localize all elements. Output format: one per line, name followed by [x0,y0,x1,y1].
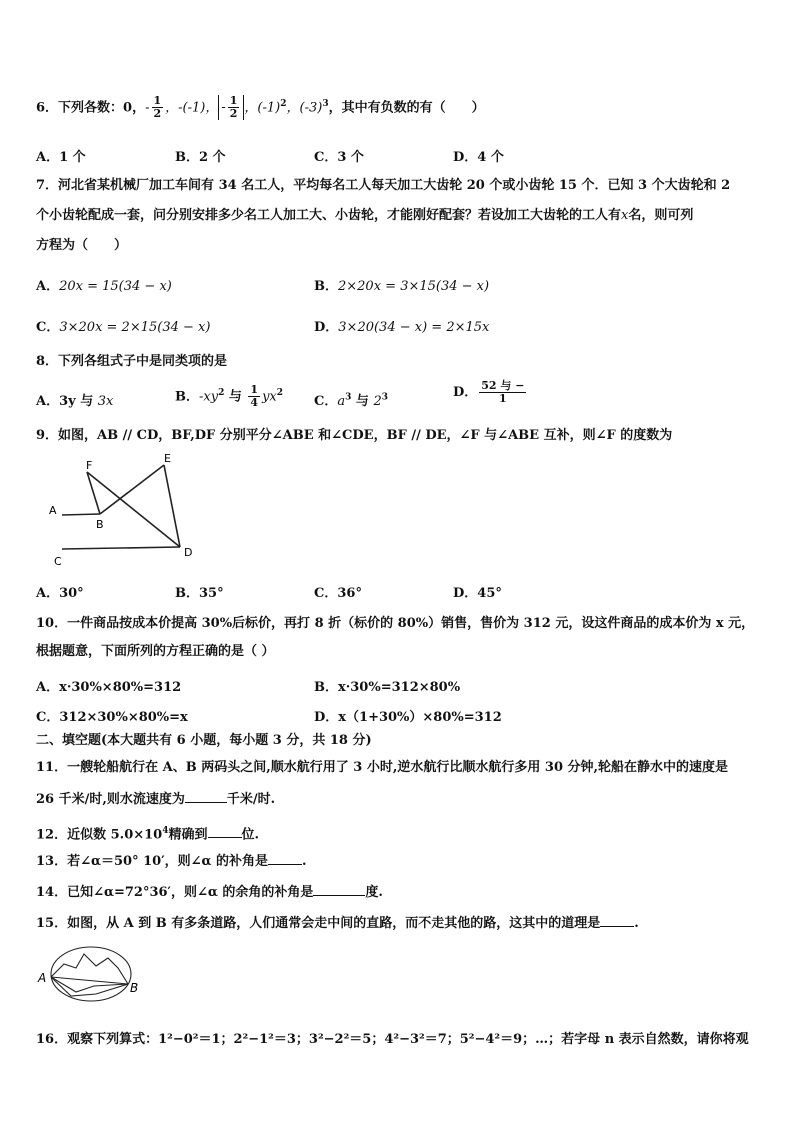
q10-line1: 10．一件商品按成本价提高 30%后标价，再打 8 折（标价的 80%）销售，售价为 312 元，设这件商品的成本价为 x 元， [36,616,755,631]
q6-prefix: 6．下列各数：0， [36,100,146,116]
segment-fd [87,472,180,547]
q15-stem: 15．如图，从 A 到 B 有多条道路，人们通常会走中间的直路，而不走其他的路，这其中的道理是 . [36,916,639,931]
q14: 14．已知∠α=72°36′，则∠α 的余角的补角是 度. [36,885,383,900]
q7-line1: 7．河北省某机械厂加工车间有 34 名工人，平均每名工人每天加工大齿轮 20 个或小齿轮 15 个．已知 3 个大齿轮和 2 [36,178,731,193]
q7-line2: 个小齿轮配成一套，问分别安排多少名工人加工大、小齿轮，才能刚好配套？若设加工大齿轮的工人有x名，则可列 [36,208,694,223]
q6-option-d: D．4 个 [453,150,504,165]
q11-line1: 11．一艘轮船航行在 A、B 两码头之间,顺水航行用了 3 小时,逆水航行比顺水航行多用 30 分钟,轮船在静水中的速度是 [36,760,729,775]
outer-ellipse [51,947,131,1001]
q8-option-a: A．3y 与 3x [36,394,114,409]
q9-option-b: B．35° [175,586,224,601]
q6-suffix: ，其中有负数的有（ ） [328,100,485,116]
q7-option-b: B．2×20x = 3×15(34 − x) [314,279,490,294]
q10-option-a: A．x·30%×80%=312 [36,680,182,695]
q8-option-b: B．$-xy^2$ 与 $\frac{1}{4}$ $yx^2$ [175,383,284,410]
label-d: D [184,546,193,559]
label-c: C [54,555,62,568]
q7-option-c: C．3×20x = 2×15(34 − x) [36,320,211,335]
fraction-half: $\frac{1}{2}$ [153,94,162,121]
q11-line2: 26 千米/时,则水流速度为 千米/时. [36,792,276,807]
minus-sign: - [145,100,150,116]
neg-one-squared: ，(-1) [244,100,281,116]
q6-option-c: C．3 个 [314,150,364,165]
neg-three-cubed: ，(-3) [286,100,323,116]
label-e: E [164,452,171,465]
lower-road-1 [51,977,128,992]
q9-figure [40,452,210,577]
q7-line3: 方程为（ ） [36,238,128,253]
label-a: A [49,504,57,517]
q7-option-a: A．20x = 15(34 − x) [36,279,172,294]
label-b: B [130,981,139,995]
segment-ed [164,465,180,547]
q10-option-b: B．x·30%=312×80% [314,680,461,695]
upper-road [51,954,128,984]
q12: 12．近似数 $5.0\times 10^4$精确到 位. [36,826,260,843]
label-f: F [86,459,93,472]
segment-bf [87,472,100,514]
answer-blank[interactable] [268,864,302,865]
q8-option-c: C．$a^3$ 与 $2^3$ [314,392,388,409]
q8-stem: 8．下列各组式子中是同类项的是 [36,354,228,369]
q10-line2: 根据题意，下面所列的方程正确的是（ ） [36,644,275,659]
neg-neg-one: ，-(-1)， [165,100,219,116]
absolute-value: - $\frac{1}{2}$ [218,95,244,120]
segment-cd [62,547,180,549]
q6-option-b: B．2 个 [175,150,226,165]
q10-option-c: C．312×30%×80%=x [36,710,188,725]
variable-x: x [621,208,629,223]
q6-option-a: A．1 个 [36,150,86,165]
q7-option-d: D．3×20(34 − x) = 2×15x [314,320,490,335]
q13: 13．若∠α＝50° 10′，则∠α 的补角是 . [36,854,307,869]
q10-option-d: D．x（1+30%）×80%=312 [314,710,502,725]
q16: 16．观察下列算式：1²−0²＝1；2²−1²＝3；3²−2²＝5；4²−3²＝7；5²−4²＝9；…；若字母 n 表示自然数，请你将观 [36,1032,749,1047]
q9-option-a: A．30° [36,586,84,601]
answer-blank[interactable] [600,926,634,927]
q8-option-d: D． $\frac{\text{52 与 −}}{1}$ [453,379,525,405]
q15-figure [36,944,146,1004]
q9-option-c: C．36° [314,586,362,601]
question-6: 6．下列各数：0，- $\frac{1}{2}$ ，-(-1)， - $\frac{1}{2}$ ，$(-1)^2$，$(-3)^3$，其中有负数的有（ ） [36,94,485,121]
label-b: B [96,518,104,531]
answer-blank[interactable] [208,837,242,838]
segment-ab [62,514,100,515]
answer-blank[interactable] [185,802,227,803]
section-2-header: 二、填空题(本大题共有 6 小题，每小题 3 分，共 18 分) [36,733,372,748]
q9-option-d: D．45° [453,586,502,601]
q9-stem: 9．如图，AB // CD，BF,DF 分别平分∠ABE 和∠CDE，BF // DE，∠F 与∠ABE 互补，则∠F 的度数为 [36,428,673,443]
straight-road [51,977,128,984]
answer-blank[interactable] [313,895,365,896]
label-a: A [38,971,47,985]
